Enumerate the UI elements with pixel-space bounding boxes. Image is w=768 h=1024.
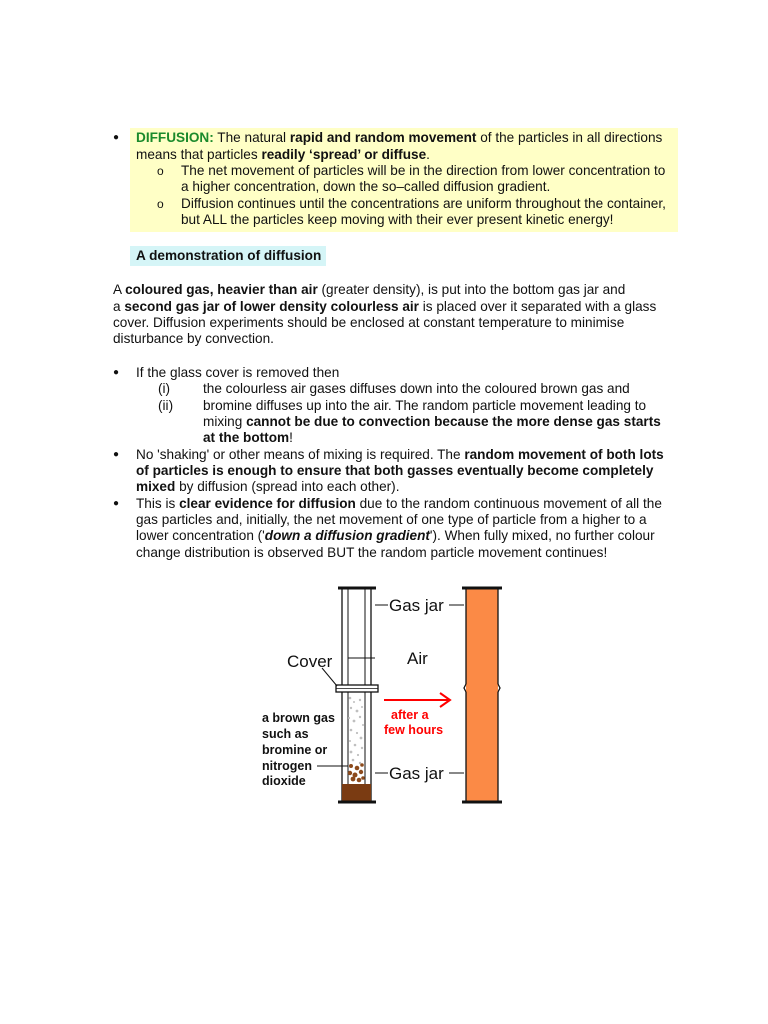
item-ii-line-2: mixing cannot be due to convection because the more dense gas starts: [203, 414, 661, 429]
diffusion-definition-line-1: DIFFUSION: The natural rapid and random movement of the particles in all directions: [136, 130, 663, 145]
bullet-marker: ●: [113, 498, 120, 509]
air-label: Air: [407, 649, 428, 668]
mixed-gas-jars: [462, 588, 502, 803]
net-movement-line-2: a higher concentration, down the so–called diffusion gradient.: [181, 179, 551, 194]
demo-heading: A demonstration of diffusion: [136, 248, 322, 263]
item-ii-line-1: bromine diffuses up into the air. The random particle movement leading to: [203, 398, 647, 413]
brown-gas-label-2: such as: [262, 727, 309, 741]
sub-bullet-marker: o: [157, 164, 164, 178]
paragraph-line-2: a second gas jar of lower density colourless air is placed over it separated with a glass: [113, 299, 657, 314]
after-label-1: after a: [391, 708, 429, 722]
bullet-marker: ●: [113, 449, 120, 460]
item-ii-line-3: at the bottom!: [203, 430, 293, 445]
after-label-2: few hours: [384, 723, 444, 737]
evidence-line-3: lower concentration ('down a diffusion gradient'). When fully mixed, no further colour: [136, 528, 655, 543]
item-marker-ii: (ii): [158, 398, 174, 413]
paragraph-line-4: disturbance by convection.: [113, 331, 274, 346]
cover-label: Cover: [287, 652, 333, 671]
brown-gas-label-5: dioxide: [262, 774, 306, 788]
evidence-line-2: gas particles and, initially, the net movement of one type of particle from a higher to a: [136, 512, 647, 527]
bullet-marker: ●: [113, 132, 120, 143]
evidence-line-1: This is clear evidence for diffusion due to the random continuous movement of all the: [136, 496, 662, 511]
gas-jar-bottom-label: Gas jar: [389, 764, 444, 783]
sub-bullet-marker: o: [157, 197, 164, 211]
diffusion-continues-line-2: but ALL the particles keep moving with their ever present kinetic energy!: [181, 212, 614, 227]
after-arrow: [384, 693, 450, 707]
bottom-gas-jar: [338, 692, 376, 802]
brown-gas-label-3: bromine or: [262, 743, 328, 757]
glass-cover: [336, 685, 378, 692]
top-gas-jar: [338, 588, 376, 688]
evidence-line-4: change distribution is observed BUT the random particle movement continues!: [136, 545, 608, 560]
paragraph-line-3: cover. Diffusion experiments should be enclosed at constant temperature to minimise: [113, 315, 625, 330]
diffusion-continues-line-1: Diffusion continues until the concentrations are uniform throughout the container,: [181, 196, 666, 211]
paragraph-line-1: A coloured gas, heavier than air (greater density), is put into the bottom gas jar and: [113, 282, 626, 297]
diffusion-diagram: [250, 580, 510, 812]
no-shaking-line-2: of particles is enough to ensure that both gasses eventually become completely: [136, 463, 654, 478]
no-shaking-line-1: No 'shaking' or other means of mixing is required. The random movement of both lots: [136, 447, 664, 462]
diffusion-definition-line-2: means that particles readily ‘spread’ or diffuse.: [136, 147, 430, 162]
diffusing-gas-particles: [348, 697, 365, 783]
brown-gas-label-4: nitrogen: [262, 759, 312, 773]
item-marker-i: (i): [158, 381, 171, 396]
no-shaking-line-3: mixed by diffusion (spread into each other).: [136, 479, 400, 494]
glass-cover-point: If the glass cover is removed then: [136, 365, 340, 380]
brown-gas-label-1: a brown gas: [262, 711, 335, 725]
bullet-marker: ●: [113, 367, 120, 378]
net-movement-line-1: The net movement of particles will be in the direction from lower concentration to: [181, 163, 666, 178]
item-i-text: the colourless air gases diffuses down into the coloured brown gas and: [203, 381, 630, 396]
diffusion-term: DIFFUSION:: [136, 130, 214, 145]
gas-jar-top-label: Gas jar: [389, 596, 444, 615]
brown-gas-layer: [342, 784, 371, 802]
